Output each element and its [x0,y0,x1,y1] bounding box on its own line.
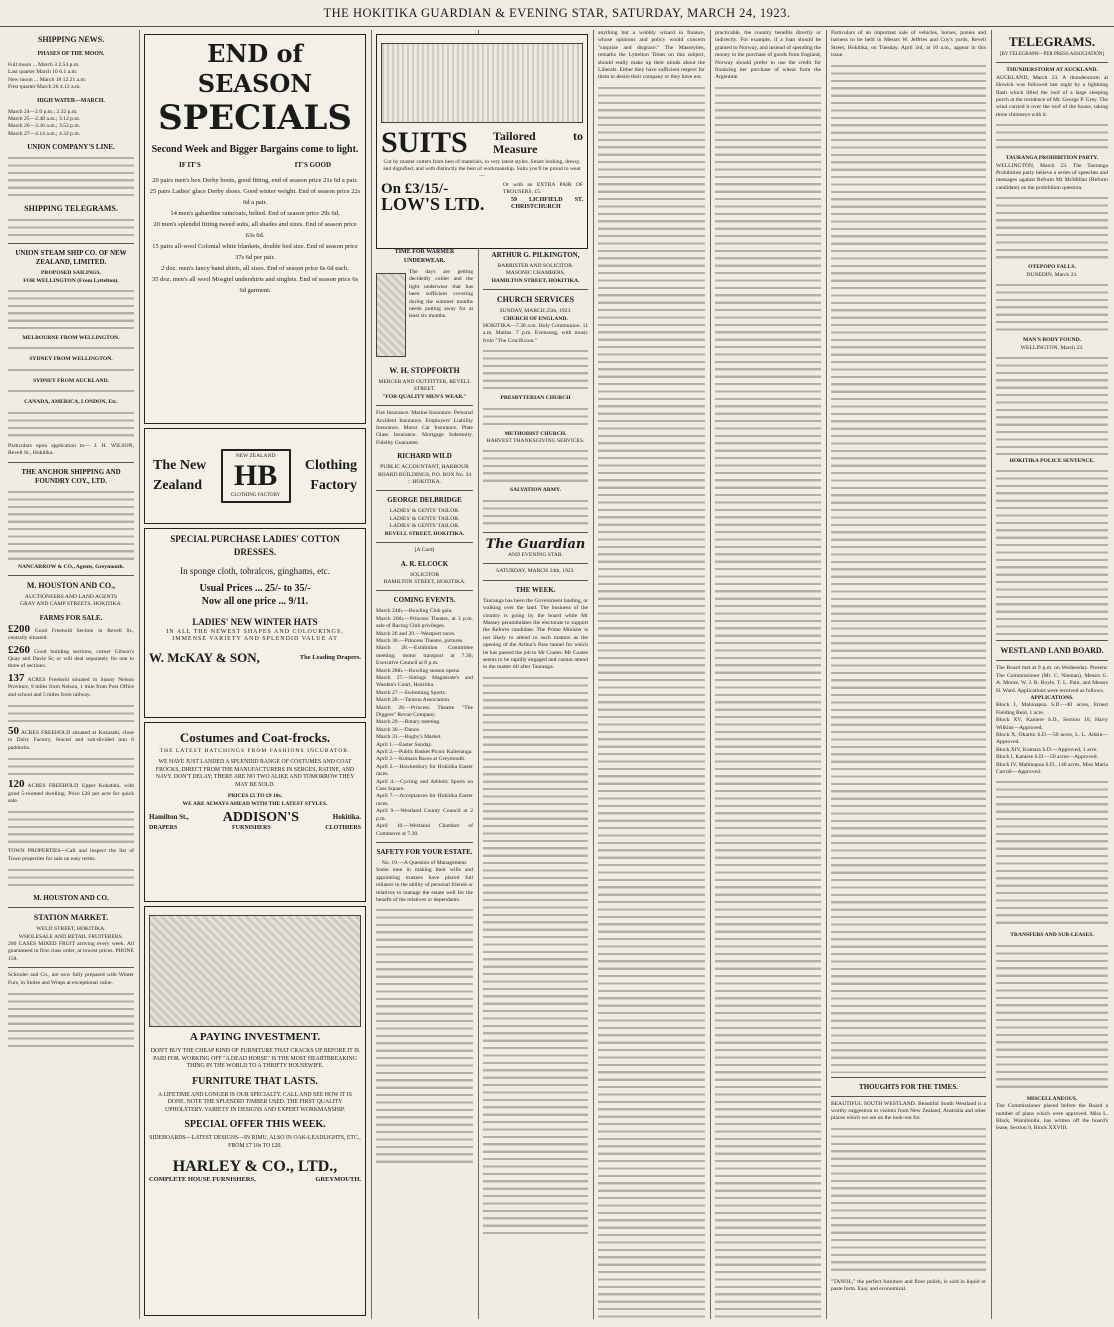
moon-line: First quarter March 26 4.12 a.m. [8,84,81,91]
application-line: Block XV, Kaniere S.D., Section 10, Harry Wilkins—Approved. [996,717,1108,731]
addison-foot: FURNISHERS [231,824,271,831]
suits-heading: SUITS [381,126,468,159]
price-1-text: Good Freehold Section in Revell St., centrally situated. [8,627,134,642]
specials-heading-1: END of SEASON [197,39,313,98]
column-rule [826,30,827,1319]
event-item: March 27.—Swimming Sports. [376,689,447,696]
farm-text [8,703,134,725]
nz-left [153,456,206,496]
finance-body: practicable, the country benefits directly or indirectly. For example, if a loan should be granted to Norway, and instead of spending the money in the purchase of goods from England, Norway should prefer to use the credit for financing her purchase of wheat from the Argentine. [715,30,821,81]
anchor-sign: NANCARROW & CO., Agents, Greymouth. [17,563,125,570]
finance-text [715,85,821,1319]
application-line: Block I, Mahinapua S.D.—40 acres, Ernest Fielding Reid, 1 acre. [996,702,1108,716]
otepopo-title: OTEPOPO FALLS. [1028,264,1076,271]
offer-body: SIDEBOARDS—LATEST DESIGNS—IN RIMU, ALSO IN OAK-LEADLIGHTS, ETC., FROM £7 10s TO £20. [149,1135,361,1149]
hb-logo-bottom: CLOTHING FACTORY [230,493,281,498]
presbyterian: PRESBYTERIAN CHURCH [500,395,571,402]
anchor-title: THE ANCHOR SHIPPING AND FOUNDRY COY., LTD. [21,467,121,485]
delbridge-line: LADIES' & GENTS' TAILOR. [389,523,460,530]
union-text [8,155,134,199]
hats-sub: IN ALL THE NEWEST SHAPES AND COLOURINGS, IMMENSE VARIETY AND SPLENDID VALUE AT [166,629,344,643]
underwear-body: The days are getting decidedly colder and the light underwear that has been sufficient covering during the summer months needs putting away for at least six months. [409,269,473,320]
guardian-date: SATURDAY, MARCH 24th, 1923. [496,568,575,575]
divider [376,542,473,543]
proposed-sailings: PROPOSED SAILINGS. [41,270,101,277]
addison-name: ADDISON'S [222,810,299,826]
special-item: 35 doz. men's all wool Mosgiel undershirts and singlets. End of season price 6s 6d garment. [151,276,359,295]
coming-events-title: COMING EVENTS. [393,596,456,605]
sailing-text [8,388,134,396]
for-wellington: FOR WELLINGTON (From Lyttelton). [23,277,119,284]
costumes-sub: THE LATEST HATCHINGS FROM FASHIONS INCUBATOR. [159,748,351,754]
if-its: IF IT'S [179,161,201,169]
event-item: March 26 and 29.—Westport races. [376,630,456,637]
moon-line: New moon ... March 18 12.21 a.m. [8,76,87,83]
guardian-sub: AND EVENING STAR. [507,551,564,558]
furniture-illustration [149,915,361,1027]
divider [831,1096,986,1097]
farms-heading: FARMS FOR SALE. [39,613,103,622]
application-line: Block XIV, Kumara S.D.—Approved, 1 acre. [996,746,1098,753]
dunedin: DUNEDIN, March 23. [1026,271,1078,278]
mckay-tagline: The Leading Drapers. [299,653,361,661]
mckay-sign [149,649,361,665]
houston-address: GRAY AND CAMP STREETS, HOKITIKA. [20,601,122,608]
misc-title: MISCELLANEOUS. [1026,1095,1078,1102]
particulars: Particulars upon application to— J. H. WILSON, Revell St., Hokitika. [8,442,134,457]
melbourne-heading: MELBOURNE FROM WELLINGTON. [22,335,120,342]
thunderstorm-body: AUCKLAND, March 23. A thunderstorm at Howick was followed last night by a lightning flash which lifted the roof of a large sleeping porch at the residence of Mr. George P. Grey. The wind carried it over the roof of the house, taking three chimneys with it. [996,74,1108,118]
specials-ad [144,34,366,424]
addison-ad [144,722,366,902]
addison-footer [149,825,361,832]
delbridge-line: LADIES' & GENTS' TAILOR. [389,515,460,522]
event-item: March 28.—Princess Theatre "The Diggers" Revue Company. [376,704,473,718]
divider [483,532,588,533]
wellington-dateline: WELLINGTON, March 23. [1020,344,1084,351]
event-item: March 28.—Tararua Association. [376,697,451,704]
church-title: CHURCH SERVICES [496,295,575,305]
pilkington-address: HAMILTON STREET, HOKITIKA. [491,277,580,284]
wild-name: RICHARD WILD [397,452,452,461]
telegrams-text [8,217,134,239]
nz-left-2: Zealand [153,478,203,493]
special-item: 20 pairs men's box Derby boots, good fitting, end of season price 21s 6d a pair. [152,177,358,185]
offer-title: SPECIAL OFFER THIS WEEK. [184,1119,326,1130]
misc-body: The Commissioner placed before the Board a number of plans which were approved. Miss L. Black, Wainihinihi, has written off the board's lease, Section 9, Block XXVIII. [996,1103,1108,1132]
nz-right-1: Clothing [304,458,357,473]
tauranga-body: WELLINGTON, March 23. The Tauranga Prohibition party believe a series of speeches and messages against Reform Mr McMillan (Reform candidate) on the prohibition question. [996,162,1108,191]
column-ads [144,30,366,1319]
anchor-text [8,489,134,561]
invest-title: A PAYING INVESTMENT. [189,1031,321,1043]
telegrams-title: TELEGRAMS. [1008,34,1096,49]
column-rule [710,30,711,1319]
addison-right: Hokitika. [332,813,361,822]
local-text [831,63,986,1073]
guardian-title: The Guardian [485,536,586,552]
sentence-text [996,468,1108,636]
lows-suits-ad [376,34,588,249]
schroder-notice: Schroder and Co., are now fully prepared with Winter Furs, in Stoles and Wraps at exceptional value. [8,972,134,986]
special-item: 2 doz. men's fancy band shirts, all sizes. End of season price 6s 6d each. [161,265,349,273]
safety-number: No. 19.—A Question of Management. [381,859,468,866]
sailing-text [8,367,134,375]
thunderstorm-title: THUNDERSTORM AT AUCKLAND. [1006,67,1098,74]
column-rule [371,30,372,1319]
station-body: 200 CASES MIXED FRUIT arriving every week. All guaranteed in first class order, at lowest prices. PHONE 158. [8,941,134,962]
column-events [376,246,473,1319]
masthead: THE HOKITIKA GUARDIAN & EVENING STAR, SATURDAY, MARCH 24, 1923. [0,0,1114,27]
event-item: March 29.—Rotary meeting. [376,719,441,726]
price-4: 50 [8,724,19,737]
nz-clothing-ad [144,428,366,524]
delbridge-name: GEORGE DELBRIDGE [387,496,462,505]
event-item: March 30.—Dance. [376,726,421,733]
divider [376,405,473,406]
station-address: WELD STREET, HOKITIKA. [36,926,106,933]
pilkington-sub: BARRISTER AND SOLICITOR. [497,263,574,269]
water-line: March 25—2.48 a.m.; 3.12 p.m. [8,116,81,123]
elcock-address: HAMILTON STREET, HOKITIKA. [383,578,466,585]
column-rule [991,30,992,1319]
divider [996,640,1108,641]
schroder-text [8,991,134,1051]
transfers-title: TRANSFERS AND SUB-LEASES. [1010,932,1094,939]
otepopo-text [996,282,1108,334]
event-item: April 10.—Westland Chamber of Commerce at 7.30. [376,823,473,837]
harley-footer [149,1176,361,1183]
farm-text [8,809,134,845]
houston-sub: AUCTIONEERS AND LAND AGENTS [24,593,118,600]
union-title: UNION COMPANY'S LINE. [27,143,115,152]
week-body: Tauranga has been the Government landing, or walking over the land. The business of the country is going by the board while Mr Massey perambulates the electorate to support the Reform candidate. The Prime Minister is not likely to attend to such matters as the opening of the Arthur's Pass tunnel for which he has passed the job to Mr Coates. Mr Coates seems to be rapidly engaged and cannot attend to the matter till after Tauranga. [483,597,588,671]
application-line: Block I, Kaniere S.D.—50 acres—Approved. [996,754,1098,761]
addison-foot: CLOTHIERS [325,824,361,831]
its-good: IT'S GOOD [294,161,331,169]
week-text [483,675,588,1235]
event-item: March 31.—Rugby's Market. [376,734,442,741]
elcock-sub: SOLICITOR [409,571,440,578]
sydney-auckland-heading: SYDNEY FROM AUCKLAND. [32,377,110,384]
special-item: 14 men's gabardine raincoats, belted. End of season price 29s 6d. [170,210,340,218]
divider [8,575,134,576]
week-title: THE WEEK. [515,585,556,594]
column-rule [139,30,140,1319]
event-item: March 28.—Exhibition Committee meeting; motor transport at 7.30; Executive Council at 8 p.m. [376,645,473,667]
nz-right-2: Factory [310,478,357,493]
pilkington-name: ARTHUR G. PILKINGTON, [491,251,580,259]
tauranga-title: TAURANGA PROHIBITION PARTY. [1005,155,1099,162]
local-body: Particulars of an important sale of vehicles, horses, ponies and harness to be held in Messrs W. Jeffries and Coy's yards, Revell Street, Hokitika, on Tuesday, April 3rd, at 10 a.m., appear in this issue. [831,30,986,59]
specials-heading-2: SPECIALS [158,98,352,138]
church-date: SUNDAY, MARCH 25th, 1923. [499,308,572,315]
suits-extra: Or with an EXTRA PAIR OF TROUSERS, £5. [503,182,583,196]
editorial-text [598,85,705,1319]
event-item: April 2.—Hawkesbury for Hokitika Easter races. [376,763,473,778]
insurance-list: Fire Insurance. Marine Insurance. Personal Accident Insurance. Employers' Liability Insurance. Motor Car Insurance. Plate Glass Insurance. Mortgage Indemnity. Fidelity Guarantee. [376,410,473,446]
sailing-text [8,345,134,353]
price-5: 120 [8,778,25,791]
event-item: March 24th.—Bowling Club gala. [376,608,453,615]
hats-title: LADIES' NEW WINTER HATS [192,617,318,627]
body-found-text [996,355,1108,455]
application-line: Block IV, Mahinapua S.D., 140 acres, Miss Maria Carroll—Approved. [996,761,1108,775]
invest-body: DON'T BUY THE CHEAP KIND OF FURNITURE THAT CRACKS UP BEFORE IT IS PAID FOR. WORKING OFF "A DEAD HORSE" IS THE MOST HEARTBREAKING THING IN THE WORLD TO A THRIFTY HOUSEWIFE. [150,1048,360,1069]
harley-name: HARLEY & CO., LTD., [172,1158,338,1175]
westland-body: The Board met at 9 p.m. on Wednesday. Present: The Commissioner (Mr. C. Nieman), Messrs G. A. Moore, W. J. R. Boyle, T. L. Pain, and Messrs H. Ward. Applications were received as follows. [996,665,1108,694]
divider [483,289,588,290]
special-item: 25 pairs Ladies' glace Derby shoes. Good winter weight. End of season price 22s 6d a pair. [149,188,361,207]
safety-title: SAFETY FOR YOUR ESTATE. [376,847,473,856]
town-properties: TOWN PROPERTIES—Call and inspect the list of Town properties for sale on easy terms. [8,848,134,862]
applications-text [996,779,1108,929]
suits-illustration [381,43,583,123]
safety-body: Some men in making their wills and appointing trustees have placed full reliance in the ability of personal friends or relatives to manage the estate well for the benefit of the relatives or dependants. [376,867,473,903]
price-3: 137 [8,671,25,684]
lows-address: 59 LICHFIELD ST. CHRISTCHURCH [511,196,583,211]
body-found-title: MAN'S BODY FOUND. [1022,337,1082,344]
stopforth-sub: MERCER AND OUTFITTER, REVELL STREET. [378,379,471,393]
church-text [483,348,588,392]
methodist: METHODIST CHURCH. [504,430,567,437]
price-4-text: ACRES FREEHOLD situated at Kokatahi, close to Dairy Factory, fenced and sub-divided into 6 paddocks. [8,729,134,751]
sentence-title: HOKITIKA POLICE SENTENCE. [1009,457,1095,464]
application-line: Block X, Okarito S.D.—50 acres, L. L. Aitkin—Approved. [996,731,1108,746]
event-item: April 2.—Kumara Races at Greymouth. [376,756,466,763]
now-price: Now all one price ... 9/11. [201,596,309,607]
suits-price: On £3/15/- [381,180,449,197]
shipping-title: SHIPPING NEWS. [37,35,105,44]
tanol-notice: "TANOL," the perfect furniture and floor polish, is sold in liquid or paste form. Easy and economical. [831,1278,986,1293]
card-label: [A Card] [414,547,435,554]
price-5-text: ACRES FREEHOLD Upper Kokatahi, with good 5-roomed dwelling. Price £20 per acre for quick sale. [8,783,134,804]
event-item: April 4.—Cycling and Athletic Sports on Cass Square. [376,778,473,793]
suits-body: Cut by master cutters from best of materials, in very latest styles. Smart looking, dressy, and dignified, and with distinctly the best of workmanship. Suits you'll be proud to wear— [383,159,581,179]
column-telegrams [996,30,1108,1319]
church-text [483,406,588,428]
stopforth-tagline: "FOR QUALITY MEN'S WEAR." [382,393,467,400]
event-item: April 7.—Acceptances for Hokitika Easter races. [376,793,473,807]
hb-logo [221,449,291,504]
addison-sign [149,810,361,826]
harley-right: GREYMOUTH. [315,1176,361,1183]
event-item: April 1.—Easter Sunday. [376,741,433,748]
divider [8,907,134,908]
special-item: 20 men's splendid fitting tweed suits, all shades and sizes. End of season price 63s 6d. [153,221,357,240]
divider [376,490,473,491]
houston-sign: M. HOUSTON AND CO. [33,894,109,903]
costumes-title: Costumes and Coat-frocks. [179,730,331,745]
event-item: April 9.—Westland County Council at 2 p.m. [376,808,473,822]
hb-logo-text: HB [233,459,278,492]
thunder-text [996,122,1108,152]
westland-title: WESTLAND LAND BOARD. [1000,646,1104,656]
union-ad-title: UNION STEAM SHIP CO. OF NEW ZEALAND, LIMITED. [15,249,127,267]
divider [376,842,473,843]
column-finance [715,30,821,1319]
costumes-body: WE HAVE JUST LANDED A SPLENDID RANGE OF COSTUMES AND COAT FROCKS, DIRECT FROM THE MANUFACTURERS IN SERGES, RATINE, AND NAVY. DON'T DELAY; THERE ARE NO TWO ALIKE AND TOMORROW THEY MAY BE SOLD. [155,759,355,788]
water-title: HIGH WATER—MARCH. [37,97,105,104]
farm-text [8,756,134,778]
mckay-ad [144,528,366,718]
salvation: SALVATION ARMY. [510,487,561,494]
underwear-illustration [376,273,406,357]
masonic: MASONIC CHAMBERS, [505,270,566,277]
divider [483,580,588,581]
price-2-text: Good building sections, corner Gibson's Quay and Davie St; or will deal separately for one to three of sections. [8,648,134,670]
event-item: April 2.—Public Basket Picnic Kaiteranga. [376,749,473,756]
column-church [483,246,588,1319]
applications-title: APPLICATIONS. [1030,694,1074,701]
harvest: HARVEST THANKSGIVING SERVICES. [486,438,585,445]
elcock-name: A. R. ELCOCK [400,559,449,568]
safety-text [376,907,473,1167]
harley-ad [144,906,366,1316]
divider [8,967,134,968]
water-line: March 26—3.36 a.m.; 3.52 p.m. [8,123,81,130]
divider [8,243,134,244]
church-text [483,498,588,528]
nz-left-1: The New [153,458,207,473]
tauranga-text [996,195,1108,261]
moon-line: Full moon ... March 3 2.54 p.m. [8,62,80,68]
delbridge-line: LADIES' & GENTS' TAILOR. [389,508,460,515]
price-1: £200 [8,622,30,635]
delbridge-address: REVELL STREET, HOKITIKA. [384,530,465,537]
water-line: March 24—2.0 p.m.; 2.32 p.m. [8,108,78,115]
water-line: March 27—4.14 a.m.; 4.32 p.m. [8,130,81,137]
wild-sub: PUBLIC ACCOUNTANT, HARBOUR BOARD BUILDINGS, P.O. BOX No. 34 :: HOKITIKA. [377,464,472,486]
column-local [831,30,986,1319]
lasts-title: FURNITURE THAT LASTS. [192,1075,318,1087]
church-england: CHURCH OF ENGLAND. [503,315,568,322]
sydney-heading: SYDNEY FROM WELLINGTON. [29,356,113,363]
press-association: [BY TELEGRAPH—PER PRESS ASSOCIATION] [999,52,1105,57]
costumes-prices: PRICES £5 TO £9 10s. [227,793,283,800]
mckay-name: W. McKAY & SON, [149,649,260,665]
station-title: STATION MARKET. [33,913,109,923]
event-item: March 30.—Princess Theatre, pictures. [376,637,464,644]
tailored-heading: Tailored to Measure [493,129,583,156]
underwear-title: TIME FOR WARMER UNDERWEAR. [394,249,455,264]
thoughts-text [831,1126,986,1276]
column-rule [593,30,594,1319]
costumes-styles: WE ARE ALWAYS AHEAD WITH THE LATEST STYLES. [182,800,328,807]
divider [831,1077,986,1078]
town-text [8,867,134,889]
sailing-text [8,288,134,332]
second-week: Second Week and Bigger Bargains come to light. [151,144,359,155]
column-shipping [8,30,134,1319]
lows-name: LOW'S LTD. [381,193,485,214]
event-item: March 28th.—Bowling season opens. [376,667,461,674]
divider [996,660,1108,661]
event-item: March 26th.—Princess Theatre, at 3 p.m. sale of Racing Club privileges. [376,615,473,630]
hb-logo-top: NEW ZEALAND [235,452,276,459]
shipping-telegrams-title: SHIPPING TELEGRAMS. [24,204,118,214]
divider [996,62,1108,63]
divider [483,563,588,564]
addison-left: Hamilton St., [149,813,189,822]
stopforth-name: W. H. STOPFORTH [389,366,460,375]
divider [8,462,134,463]
usual-prices: Usual Prices ... 25/- to 35/- [199,583,311,594]
editorial-body: anything but a wobbly wizard in finance, whose opinions and policy would concern "surprise and disgrace." The Masseyites, remarks the Lyttelton Times on this subject, should really make up their minds about the Liberals. Either they have sufficient respect for them to desire their company or they have not. [598,30,705,81]
moon-title: PHASES OF THE MOON. [37,51,105,57]
purchase-title: SPECIAL PURCHASE LADIES' COTTON DRESSES. [170,534,340,557]
station-sub: WHOLESALE AND RETAIL FRUITERERS. [18,933,124,940]
thoughts-body: BEAUTIFUL SOUTH WESTLAND. Beautiful South Westland is a worthy suggestion to visitors from New Zealand, Australia and other places which we are on the look-out for. [831,1100,986,1122]
price-2: £260 [8,643,30,656]
addison-foot: DRAPERS [149,824,178,831]
moon-line: Last quarter March 10 6.1 a.m. [8,69,78,76]
transfers-text [996,943,1108,1093]
nz-right [305,456,357,496]
column-editorial [598,30,705,1319]
houston-title: M. HOUSTON AND CO., [26,580,116,590]
thoughts-title: THOUGHTS FOR THE TIMES. [859,1082,958,1091]
purchase-sub: In sponge cloth, tobralcos, ginghams, etc. [180,566,330,576]
if-its-good [179,162,331,169]
lasts-body: A LIFETIME AND LONGER IS OUR SPECIALTY. CALL AND SEE HOW IT IS DONE. NOTE THE SPLENDID TIMBER USED. THE FIRST QUALITY UPHOLSTERY. VARIETY IN DESIGNS AND EXPERT WORKMANSHIP. [158,1091,352,1113]
price-3-text: ACRES Freehold situated in Sunny Nelson Province, 9 miles from Nelson, 1 mile from Post Office and school and 5 miles from railway. [8,676,134,698]
church-body: HOKITIKA—7.30 a.m. Holy Communion. 11 a.m. Matins. 7 p.m. Evensong, with music from "The Crucifixion." [483,323,588,344]
sailing-text [8,410,134,440]
church-text [483,448,588,484]
canada-heading: CANADA, AMERICA, LONDON, Etc. [24,399,118,406]
divider [376,590,473,591]
event-item: March 27.—Sittings Magistrate's and Warden's Court, Hokitika. [376,674,473,689]
special-item: 15 pairs all-wool Colonial white blankets, double bed size. End of season price 37s 6d per pair. [152,243,358,262]
harley-left: COMPLETE HOUSE FURNISHERS, [149,1176,256,1183]
